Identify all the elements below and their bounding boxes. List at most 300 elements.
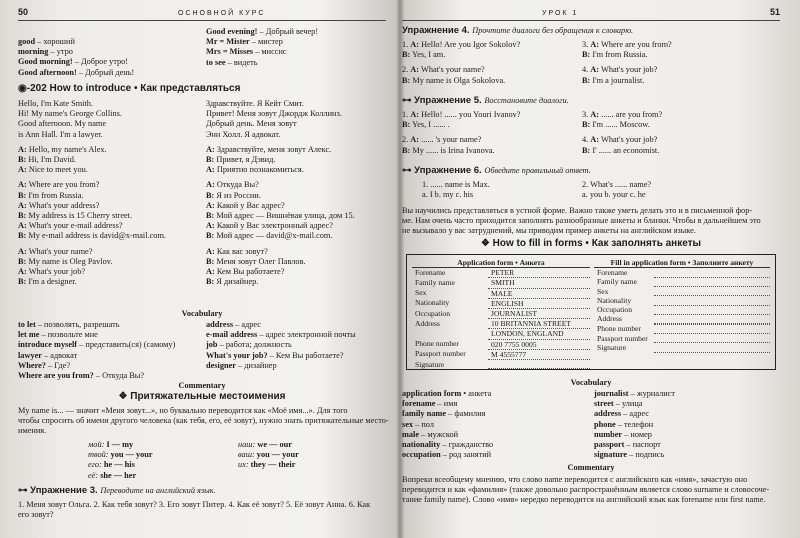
greeting-item: [18, 57, 208, 67]
term: address: [594, 409, 622, 419]
utterance: Кем Вы работаете?: [214, 267, 285, 277]
speaker: A:: [410, 40, 420, 49]
form-label: Occupation: [415, 308, 451, 318]
utterance: What's your name?: [26, 246, 93, 256]
speaker: A:: [18, 200, 27, 210]
utterance: Как вас зовут?: [214, 246, 268, 256]
utterance: Hello, my name's Alex.: [26, 144, 107, 154]
greeting-item: [206, 37, 386, 47]
form-label: Signature: [597, 342, 627, 352]
utterance: Where are you from?: [599, 40, 672, 49]
speaker: A:: [410, 110, 420, 119]
exercise-4-heading: Упражнение 4. Прочтите диалоги без обращения к словарю.: [402, 25, 634, 36]
pronoun-row: [238, 450, 378, 460]
pronoun-ru: их:: [238, 460, 251, 470]
vocabulary-title: Vocabulary: [181, 309, 223, 318]
utterance: What's your job?: [26, 267, 86, 277]
utterance: My name is Oleg Pavlov.: [26, 256, 113, 266]
vocab-item: [594, 409, 780, 419]
utterance: Здравствуйте, меня зовут Алекс.: [214, 144, 332, 154]
speaker: B:: [402, 75, 411, 85]
dialog-line: [18, 221, 208, 231]
translation: – гражданство: [440, 440, 494, 450]
translation: – работа; должность: [217, 340, 292, 350]
speaker: A:: [410, 65, 420, 75]
paragraph-line: Вы научились представляться в устной форме. Важно также уметь делать это и в письменной фор-: [402, 206, 753, 215]
form-value: PETER: [488, 268, 590, 278]
dialog-line: Энн Холл. Я адвокат.: [206, 129, 281, 139]
utterance: My name is Olga Sokolova.: [410, 75, 506, 85]
utterance: What's your job?: [599, 65, 658, 75]
pronoun-row: [88, 471, 228, 481]
speaker: A:: [590, 65, 600, 75]
translation: – улица: [613, 399, 643, 409]
vocab-item: [206, 351, 386, 361]
pronoun-row: [238, 460, 378, 470]
item-number: 2.: [402, 135, 411, 145]
form-heading: Fill in application form • Заполните анкету: [594, 258, 770, 268]
dialog-line: Hello, I'm Kate Smith.: [18, 99, 94, 108]
form-label: [412, 329, 488, 339]
form-label: Phone number: [415, 339, 460, 349]
form-row: [594, 268, 770, 278]
item-number: 1.: [402, 110, 411, 119]
vocab-item: [402, 420, 592, 430]
key-icon: ⊶: [402, 95, 415, 106]
pronoun-row: [88, 440, 228, 450]
vocab-item: [402, 409, 592, 419]
speaker: B:: [582, 75, 591, 85]
dialog-line: [18, 231, 208, 241]
running-title: УРОК 1: [542, 10, 579, 17]
translation: – фамилия: [446, 409, 486, 419]
speaker: B:: [582, 50, 591, 60]
form-row: [412, 309, 590, 319]
translation: – телефон: [615, 419, 654, 429]
exercise-line: [582, 135, 772, 145]
pronoun-ru: мой:: [88, 440, 107, 449]
dialog-line: [18, 155, 208, 165]
application-form-blank: [594, 258, 770, 353]
utterance: Мой адрес — Вишнёвая улица, дом 15.: [214, 211, 355, 221]
term: phone: [594, 419, 616, 429]
form-value: 020 7755 0005: [488, 339, 590, 349]
speaker: B:: [18, 231, 27, 241]
utterance: Меня зовут Олег Павлов.: [214, 256, 306, 266]
form-label: Passport number: [415, 349, 466, 359]
form-heading: Application form • Анкета: [412, 258, 590, 268]
utterance: What's your name?: [419, 65, 485, 75]
term: application form: [402, 389, 462, 398]
application-form-filled: [412, 258, 590, 369]
pronoun-ru: наш:: [238, 440, 258, 449]
term: Where?: [18, 360, 46, 370]
utterance: Какой у Вас электронный адрес?: [214, 221, 333, 231]
exercise-line: [582, 50, 772, 60]
exercise-6-heading: ⊶ Упражнение 6. Обведите правильный ответ.: [402, 165, 591, 176]
form-label: Forename: [597, 268, 628, 278]
paragraph-line: чтобы спросить об имени другого человека (как тебя, его, её зовут), нужно знать притяжательные место-: [18, 416, 389, 426]
greeting-item: [206, 27, 386, 37]
dialog-line: [206, 277, 386, 287]
form-label: Sex: [415, 288, 427, 298]
section-title: How to introduce • Как представляться: [49, 83, 241, 94]
utterance: Nice to meet you.: [26, 165, 88, 175]
vocab-item: [206, 320, 386, 330]
speaker: B:: [582, 145, 591, 155]
dialog-line: [206, 267, 386, 277]
translation: – позволять, разрешать: [35, 320, 120, 329]
form-value: MALE: [488, 288, 590, 298]
form-value: M 4555777: [488, 349, 590, 359]
form-value: [654, 305, 770, 314]
pronoun-ru: его:: [88, 460, 104, 470]
exercise-5-col1: [402, 110, 582, 156]
pronoun-en: you — your: [256, 450, 299, 460]
vocab-item: [18, 320, 208, 330]
form-row: [412, 329, 590, 339]
utterance: My address is 15 Cherry street.: [26, 211, 133, 221]
form-value: JOURNALIST: [488, 309, 590, 319]
dialog-line: [18, 145, 208, 155]
greetings-list-right: [206, 27, 386, 68]
dialog-line: [206, 145, 386, 155]
utterance: Hello! Are you Igor Sokolov?: [419, 40, 521, 49]
utterance: My e-mail address is david@x-mail.com.: [26, 231, 166, 241]
pronoun-row: [88, 450, 228, 460]
exercise-4-col2: [582, 40, 772, 86]
key-icon: ⊶: [402, 165, 415, 176]
exercise-line: [402, 120, 582, 130]
speaker: B:: [18, 155, 27, 165]
form-row: [594, 343, 770, 352]
audio-track-icon: ◉: [18, 83, 27, 94]
exercise-line: [402, 50, 582, 60]
pronoun-row: [238, 440, 378, 450]
diamond-bullet-icon: ❖: [118, 391, 131, 402]
exercise-line: [582, 65, 772, 75]
dialog-line: [18, 191, 208, 201]
possessive-heading: ❖ Притяжательные местоимения: [118, 391, 286, 402]
utterance: I' ...... an economist.: [590, 145, 660, 155]
translation: – пол: [413, 419, 434, 429]
form-value: 10 BRITANNIA STREET: [488, 319, 590, 329]
greeting-item: [18, 47, 208, 57]
exercise-line: [582, 40, 772, 50]
vocab-item: [18, 330, 208, 340]
translation: – миссис: [253, 47, 287, 57]
dialog-line: [18, 180, 208, 190]
speaker: А:: [206, 144, 215, 154]
dialog-line: [18, 165, 208, 175]
paragraph-line: ме. Нам очень часто приходится заполнять разнообразные анкеты и бланки. Чтобы в дальнейшем это: [402, 216, 761, 226]
item-number: 3.: [582, 40, 591, 49]
speaker: B:: [402, 50, 411, 60]
form-label: Address: [415, 318, 440, 328]
utterance: Откуда Вы?: [214, 180, 259, 190]
exercise-line: a. you b. your c. he: [582, 190, 646, 200]
dialog-line: [18, 201, 208, 211]
page-number: 51: [769, 7, 780, 17]
left-page: [18, 0, 389, 538]
form-value: [654, 314, 770, 323]
form-value: LONDON, ENGLAND: [488, 329, 590, 339]
speaker: A:: [18, 267, 27, 277]
dialog-line: [206, 165, 386, 175]
translation: – Кем Вы работаете?: [267, 350, 344, 360]
utterance: I'm a designer.: [26, 277, 77, 287]
dialog-line: [18, 277, 208, 287]
vocab-item: [594, 420, 780, 430]
speaker: В:: [206, 256, 215, 266]
exercise-line: [402, 40, 582, 50]
translation: – мистер: [249, 37, 283, 47]
vocab-item: [594, 430, 780, 440]
form-label: Sex: [597, 286, 609, 296]
utterance: Hello! ...... you Youri Ivanov?: [419, 110, 521, 119]
form-label: Address: [597, 314, 622, 324]
pronoun-ru: ваш:: [238, 450, 257, 460]
speaker: A:: [590, 135, 600, 145]
dialog-line: Добрый день. Меня зовут: [206, 119, 297, 129]
term: sex: [402, 419, 414, 429]
exercise-line: [402, 76, 582, 86]
term: address: [206, 320, 234, 329]
form-value: ENGLISH: [488, 298, 590, 308]
greeting-item: [206, 47, 386, 57]
utterance: Привет, я Дэвид.: [214, 155, 276, 165]
dialog-line: [206, 211, 386, 221]
diamond-bullet-icon: ❖: [480, 238, 493, 249]
exercise-line: [402, 65, 582, 75]
dialog-line: [206, 257, 386, 267]
dialog-line: [206, 180, 386, 190]
form-heading-row: [412, 258, 590, 268]
speaker: A:: [590, 40, 600, 49]
form-row: [594, 277, 770, 286]
paragraph-line: My name is... — значит «Меня зовут...», но буквально переводится как «Моё имя...». Для того: [18, 406, 348, 415]
dialog-line: Привет! Меня зовут Джордж Коллинз.: [206, 109, 342, 119]
vocab-item: [402, 440, 592, 450]
translation: – Добрый день!: [76, 67, 135, 77]
speaker: А:: [206, 267, 215, 277]
paragraph-line: переводится и как «фамилия» (также довольно распространённым является слово surname и словосоче-: [402, 485, 770, 495]
translation: – имя: [435, 399, 458, 409]
pronouns-table-left: [88, 440, 228, 481]
term: male: [402, 429, 420, 439]
form-value: [654, 334, 770, 343]
form-value: [654, 296, 770, 305]
term: number: [594, 429, 623, 439]
page-number: 50: [18, 7, 29, 17]
exercise-5-col2: [582, 110, 772, 156]
translation: – дизайнер: [235, 360, 277, 370]
form-row: [412, 298, 590, 308]
form-label: Passport number: [597, 333, 648, 343]
speaker: А:: [206, 165, 215, 175]
vocab-item: [206, 361, 386, 371]
form-label: Family name: [597, 277, 637, 287]
form-row: [594, 314, 770, 323]
vocab-item: [18, 351, 208, 361]
utterance: I'm a journalist.: [590, 75, 645, 85]
utterance: Hi, I'm David.: [26, 155, 76, 165]
term: family name: [402, 409, 447, 419]
vocabulary-right-column: [206, 320, 386, 371]
speaker: A:: [590, 110, 600, 119]
speaker: А:: [206, 221, 215, 231]
translation: – мужской: [419, 429, 459, 439]
exercise-line: [582, 120, 772, 130]
key-icon: ⊶: [18, 485, 31, 496]
term: lawyer: [18, 350, 42, 360]
speaker: В:: [206, 231, 215, 241]
vocab-item: [18, 371, 208, 381]
utterance: Я из России.: [214, 190, 261, 200]
utterance: I'm from Russia.: [590, 50, 648, 60]
translation: – адрес: [233, 320, 261, 329]
term: let me: [18, 330, 40, 340]
term: to see: [206, 57, 226, 67]
term: occupation: [402, 450, 441, 460]
exercise-line: 1. Меня зовут Ольга. 2. Как тебя зовут? 3. Его зовут Питер. 4. Как её зовут? 5. Её зовут Анна. 6. Как: [18, 500, 371, 509]
vocab-item: [402, 399, 592, 409]
exercise-5-heading: ⊶ Упражнение 5. Восстановите диалоги.: [402, 95, 569, 106]
translation: – паспорт: [624, 440, 661, 450]
translation: – Откуда Вы?: [93, 371, 145, 381]
utterance: Я дизайнер.: [214, 277, 259, 287]
form-row: [594, 305, 770, 314]
form-row: [412, 339, 590, 349]
term: Mr = Mister: [206, 37, 250, 47]
translation: – представить(ся) (самому): [77, 340, 176, 350]
speaker: B:: [402, 120, 411, 130]
term: Good evening!: [206, 27, 258, 36]
vocab-item: [402, 389, 592, 399]
commentary-text: [402, 475, 780, 506]
speaker: B:: [18, 277, 27, 287]
speaker: B:: [402, 145, 411, 155]
form-value: [654, 324, 770, 333]
term: signature: [594, 450, 628, 460]
form-label: Nationality: [415, 298, 450, 308]
term: Good afternoon!: [18, 67, 77, 77]
pronoun-ru: её:: [88, 470, 101, 480]
speaker: В:: [206, 190, 215, 200]
vocab-item: [206, 330, 386, 340]
paragraph-line: Вопреки всеобщему мнению, что слово name переводится с английского как «имя», зачастую оно: [402, 475, 748, 484]
pronoun-en: we — our: [257, 440, 292, 449]
form-row: [594, 334, 770, 343]
dialog-line: [206, 221, 386, 231]
translation: – утро: [48, 47, 73, 57]
vocab-item: [594, 389, 780, 399]
form-label: Forename: [415, 268, 446, 278]
greetings-list-left: [18, 37, 208, 78]
term: passport: [594, 440, 625, 450]
dialog-line: [18, 211, 208, 221]
speaker: A:: [410, 135, 420, 145]
utterance: Yes, I am.: [410, 50, 446, 60]
speaker: A:: [18, 165, 27, 175]
form-value: [654, 277, 770, 286]
dialog-english: [18, 99, 208, 287]
vocab-item: [18, 340, 208, 350]
translation: – журналист: [628, 389, 675, 398]
term: e-mail address: [206, 330, 258, 340]
right-page-header: [402, 8, 780, 21]
term: morning: [18, 47, 49, 57]
term: Good morning!: [18, 57, 73, 67]
form-value: [654, 287, 770, 296]
exercise-3-text: [18, 500, 386, 520]
term: journalist: [594, 389, 629, 398]
item-number: 3.: [582, 110, 591, 119]
term: What's your job?: [206, 350, 268, 360]
speaker: В:: [206, 155, 215, 165]
form-value: SMITH: [488, 278, 590, 288]
form-label: Phone number: [597, 324, 642, 334]
translation: – адрес: [621, 409, 649, 419]
utterance: What's your address?: [26, 200, 100, 210]
vocab-item: [594, 450, 780, 460]
term: nationality: [402, 440, 441, 450]
utterance: My ...... is Irina Ivanova.: [410, 145, 495, 155]
form-row: [412, 360, 590, 369]
speaker: B:: [18, 211, 27, 221]
item-number: 4.: [582, 65, 591, 75]
dialog-line: [206, 155, 386, 165]
term: street: [594, 399, 614, 409]
speaker: B:: [18, 190, 27, 200]
vocab-item: [402, 430, 592, 440]
form-label: Family name: [415, 277, 455, 287]
greeting-item: [18, 37, 208, 47]
exercise-6-col1: [422, 180, 582, 200]
item-number: 4.: [582, 135, 591, 145]
greeting-item: [18, 68, 208, 78]
utterance: ...... are you from?: [599, 110, 663, 119]
dialog-line: is Ann Hall. I'm a lawyer.: [18, 129, 103, 139]
form-value: [488, 360, 590, 369]
pronoun-row: [88, 460, 228, 470]
form-row: [594, 324, 770, 333]
section-heading-introduce: ◉-202 How to introduce • Как представляться: [18, 83, 241, 94]
vocab-item: [594, 440, 780, 450]
translation: – Доброе утро!: [72, 57, 129, 67]
form-label: Occupation: [597, 305, 633, 315]
translation: – видеть: [225, 57, 258, 67]
form-row: [412, 349, 590, 359]
exercise-3-heading: ⊶ Упражнение 3. Переводите на английский язык.: [18, 485, 216, 496]
exercise-line: [582, 76, 772, 86]
commentary-title: Commentary: [567, 463, 615, 472]
form-heading-row: [594, 258, 770, 268]
speaker: А:: [206, 180, 215, 190]
form-row: [412, 288, 590, 298]
dialog-line: [206, 247, 386, 257]
utterance: Мой адрес — david@x-mail.com.: [214, 231, 333, 241]
pronoun-en: she — her: [100, 470, 137, 480]
greeting-item: [206, 58, 386, 68]
term: forename: [402, 399, 436, 409]
speaker: B:: [18, 256, 27, 266]
term: Where are you from?: [18, 371, 94, 381]
pronoun-en: you — your: [110, 450, 153, 460]
possessive-text: [18, 406, 389, 437]
utterance: What's your job?: [599, 135, 658, 145]
dialog-line: [18, 247, 208, 257]
